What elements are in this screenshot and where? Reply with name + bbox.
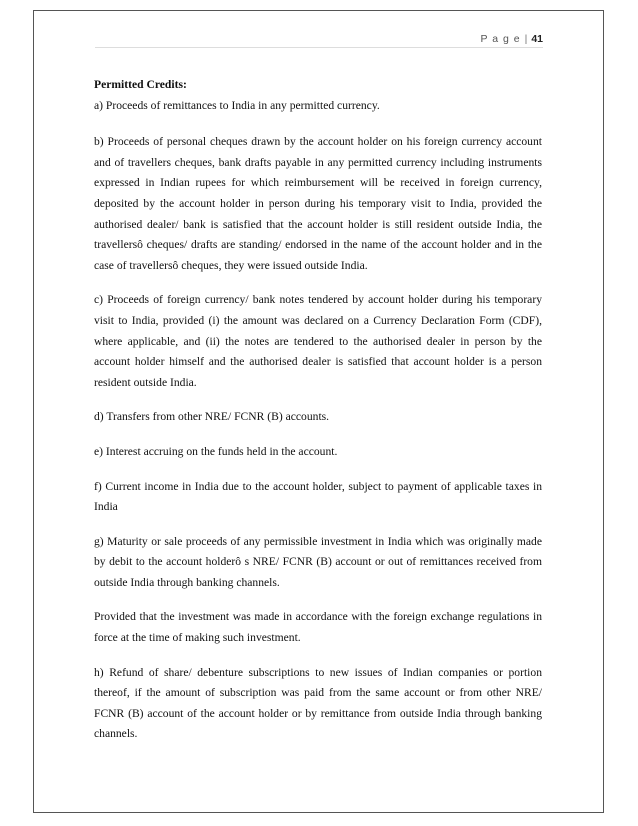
paragraph-h: h) Refund of share/ debenture subscriptions to new issues of Indian companies or portion thereof, if the amount of subscription was paid from the same account or from other NRE/ FCNR (B) account of the account holder or by remittance from outside India through banking channels.: [94, 665, 542, 741]
page-number: 41: [531, 33, 543, 45]
paragraph-e: e) Interest accruing on the funds held in the account.: [94, 444, 338, 458]
page-separator: |: [524, 33, 529, 45]
document-body: [94, 75, 542, 759]
section-heading: Permitted Credits:: [94, 78, 187, 91]
page-number-label: [480, 33, 543, 45]
paragraph-d: d) Transfers from other NRE/ FCNR (B) accounts.: [94, 410, 330, 424]
paragraph-c: c) Proceeds of foreign currency/ bank notes tendered by account holder during his temporary visit to India, provided (i) the amount was declared on a Currency Declaration Form (CDF), where applicable, and (ii) the notes are tendered to the authorised dealer in person by the account holder himself and the authorised dealer is satisfied that account holder is a person resident outside India.: [94, 293, 542, 389]
header-rule: [95, 47, 543, 48]
paragraph-b: b) Proceeds of personal cheques drawn by the account holder on his foreign currency account and of travellers cheques, bank drafts payable in any permitted currency including instruments expressed in Indian rupees for which reimbursement will be received in foreign currency, deposited by the account holder in person during his temporary visit to India, provided the authorised dealer/ bank is satisfied that the account holder is still resident outside India, the travellersô cheques/ drafts are standing/ endorsed in the name of the account holder and in the case of travellersô cheques, they were issued outside India.: [94, 135, 542, 272]
paragraph-proviso: Provided that the investment was made in accordance with the foreign exchange regulations in force at the time of making such investment.: [94, 610, 542, 645]
page-header: [95, 18, 543, 48]
paragraph-a: a) Proceeds of remittances to India in any permitted currency.: [94, 98, 380, 112]
paragraph-g: g) Maturity or sale proceeds of any permissible investment in India which was originally made by debit to the account holderô s NRE/ FCNR (B) account or out of remittances received from outside India through banking channels.: [94, 534, 542, 589]
paragraph-f: f) Current income in India due to the account holder, subject to payment of applicable taxes in India: [94, 479, 542, 514]
page-word: P a g e: [480, 33, 521, 45]
